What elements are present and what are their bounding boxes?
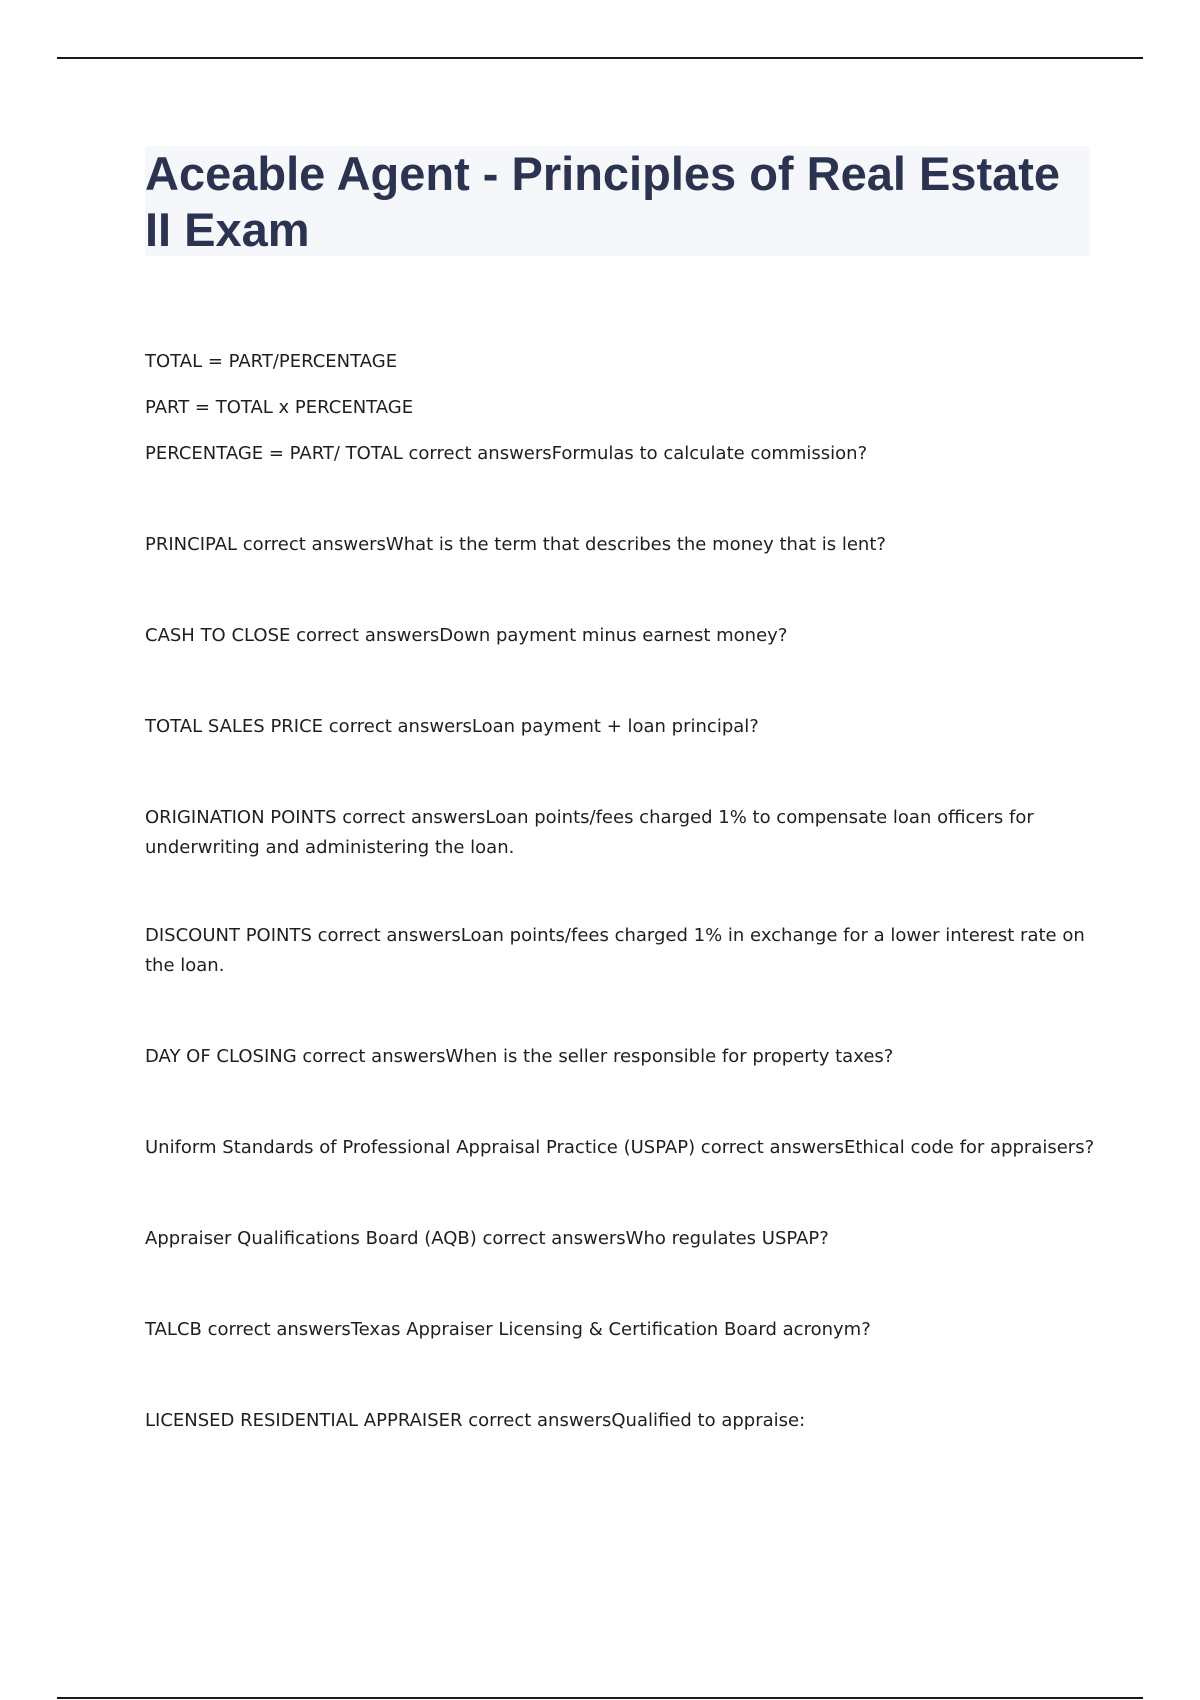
- qa-entry-principal: PRINCIPAL correct answersWhat is the term that describes the money that is lent?: [145, 534, 886, 555]
- document-title: Aceable Agent - Principles of Real Estate II Exam: [145, 147, 1061, 256]
- qa-entry-discount-points: DISCOUNT POINTS correct answersLoan points/fees charged 1% in exchange for a lower interest rate on the loan.: [145, 925, 1085, 976]
- qa-entry-cash-to-close: CASH TO CLOSE correct answersDown payment minus earnest money?: [145, 625, 788, 646]
- formula-part: PART = TOTAL x PERCENTAGE: [145, 397, 414, 418]
- qa-entry-uspap: Uniform Standards of Professional Appraisal Practice (USPAP) correct answersEthical code for appraisers?: [145, 1137, 1095, 1158]
- formula-percentage: PERCENTAGE = PART/ TOTAL correct answersFormulas to calculate commission?: [145, 443, 868, 464]
- qa-entry-total-sales-price: TOTAL SALES PRICE correct answersLoan payment + loan principal?: [145, 716, 759, 737]
- top-rule: [57, 57, 1143, 59]
- formula-total: TOTAL = PART/PERCENTAGE: [145, 351, 398, 372]
- qa-entry-licensed-residential-appraiser: LICENSED RESIDENTIAL APPRAISER correct answersQualified to appraise:: [145, 1410, 806, 1431]
- document-body: [145, 347, 1095, 1436]
- qa-entry-origination-points: ORIGINATION POINTS correct answersLoan points/fees charged 1% to compensate loan officers for underwriting and administering the loan.: [145, 807, 1034, 858]
- title-block: [145, 146, 1090, 256]
- qa-entry-aqb: Appraiser Qualifications Board (AQB) correct answersWho regulates USPAP?: [145, 1228, 829, 1249]
- qa-entry-day-of-closing: DAY OF CLOSING correct answersWhen is the seller responsible for property taxes?: [145, 1046, 894, 1067]
- bottom-rule: [57, 1697, 1143, 1699]
- qa-entry-talcb: TALCB correct answersTexas Appraiser Licensing & Certification Board acronym?: [145, 1319, 871, 1340]
